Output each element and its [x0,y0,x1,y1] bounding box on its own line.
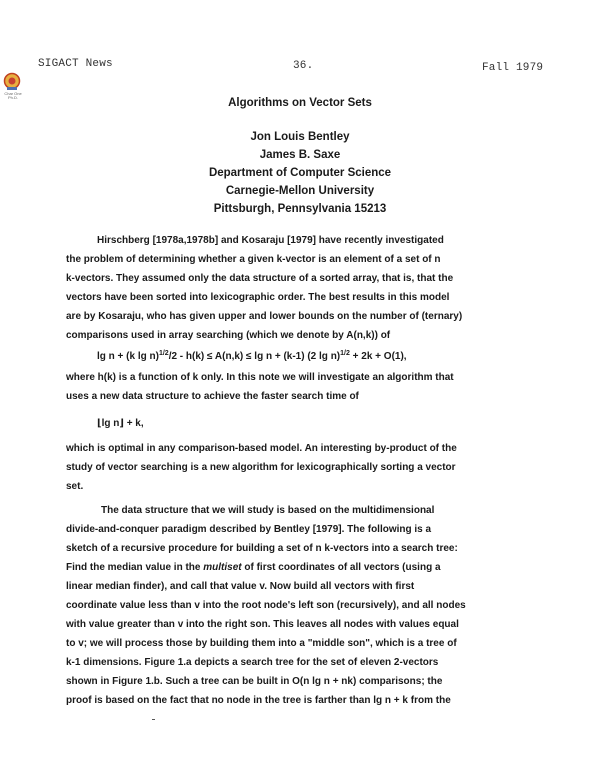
body-line: uses a new data structure to achieve the faster search time of [66,391,359,402]
logo-caption: Char One Ph.D. [4,91,22,100]
body-line: to v; we will process those by building them into a "middle son", which is a tree of [66,638,457,649]
body-line: linear median finder), and call that value v. Now build all vectors with first [66,581,415,592]
formula-part: lg n + (k lg n) [97,351,159,362]
body-line: shown in Figure 1.b. Such a tree can be built in O(n lg n + nk) comparisons; the [66,676,443,687]
formula-exponent: 1/2 [158,350,169,357]
author-1: Jon Louis Bentley [250,131,350,143]
body-line: with value greater than v into the right son. This leaves all nodes with values equal [66,619,459,630]
body-line: which is optimal in any comparison-based model. An interesting by-product of the [66,443,457,454]
body-text: Find the median value in the [66,562,204,573]
body-line: study of vector searching is a new algorithm for lexicographically sorting a vector [66,462,456,473]
body-text: of first coordinates of all vectors (using a [241,562,441,573]
journal-name: SIGACT News [38,58,113,70]
body-line: Hirschberg [1978a,1978b] and Kosaraju [1979] have recently investigated [97,235,444,246]
body-line: divide-and-conquer paradigm described by Bentley [1979]. The following is a [66,524,432,535]
body-line: sketch of a recursive procedure for building a set of n k-vectors into a search tree: [66,543,458,554]
page-number: 36. [293,60,314,72]
body-line [66,562,441,573]
issue-date: Fall 1979 [482,62,544,74]
author-2: James B. Saxe [259,149,341,161]
institution-logo [3,72,21,92]
body-line: the problem of determining whether a given k-vector is an element of a set of n [66,254,441,265]
body-line: comparisons used in array searching (which we denote by A(n,k)) of [66,330,391,341]
body-line: k-1 dimensions. Figure 1.a depicts a search tree for the set of eleven 2-vectors [66,657,439,668]
body-line: coordinate value less than v into the root node's left son (recursively), and all nodes [66,600,466,611]
body-line: vectors have been sorted into lexicographic order. The best results in this model [66,292,450,303]
bounds-formula [97,351,407,362]
formula-exponent: 1/2 [340,350,350,357]
body-line: are by Kosaraju, who has given upper and lower bounds on the number of (ternary) [66,311,463,322]
body-line: k-vectors. They assumed only the data structure of a sorted array, that is, that the [66,273,454,284]
body-text-italic: multiset [203,562,242,573]
paper-title: Algorithms on Vector Sets [228,97,372,109]
department: Department of Computer Science [208,167,392,179]
scan-mark [152,719,155,720]
formula-part: /2 - h(k) ≤ A(n,k) ≤ lg n + (k-1) (2 lg n) [168,351,341,362]
formula-part: + 2k + O(1), [349,351,407,362]
search-time-formula: ⌊lg n⌋ + k, [97,418,144,429]
body-line: where h(k) is a function of k only. In this note we will investigate an algorithm that [66,372,454,383]
body-line: proof is based on the fact that no node in the tree is farther than lg n + k from the [66,695,451,706]
city-address: Pittsburgh, Pennsylvania 15213 [213,203,387,215]
body-line: The data structure that we will study is based on the multidimensional [101,505,435,516]
university: Carnegie-Mellon University [225,185,375,197]
body-line: set. [66,481,84,492]
